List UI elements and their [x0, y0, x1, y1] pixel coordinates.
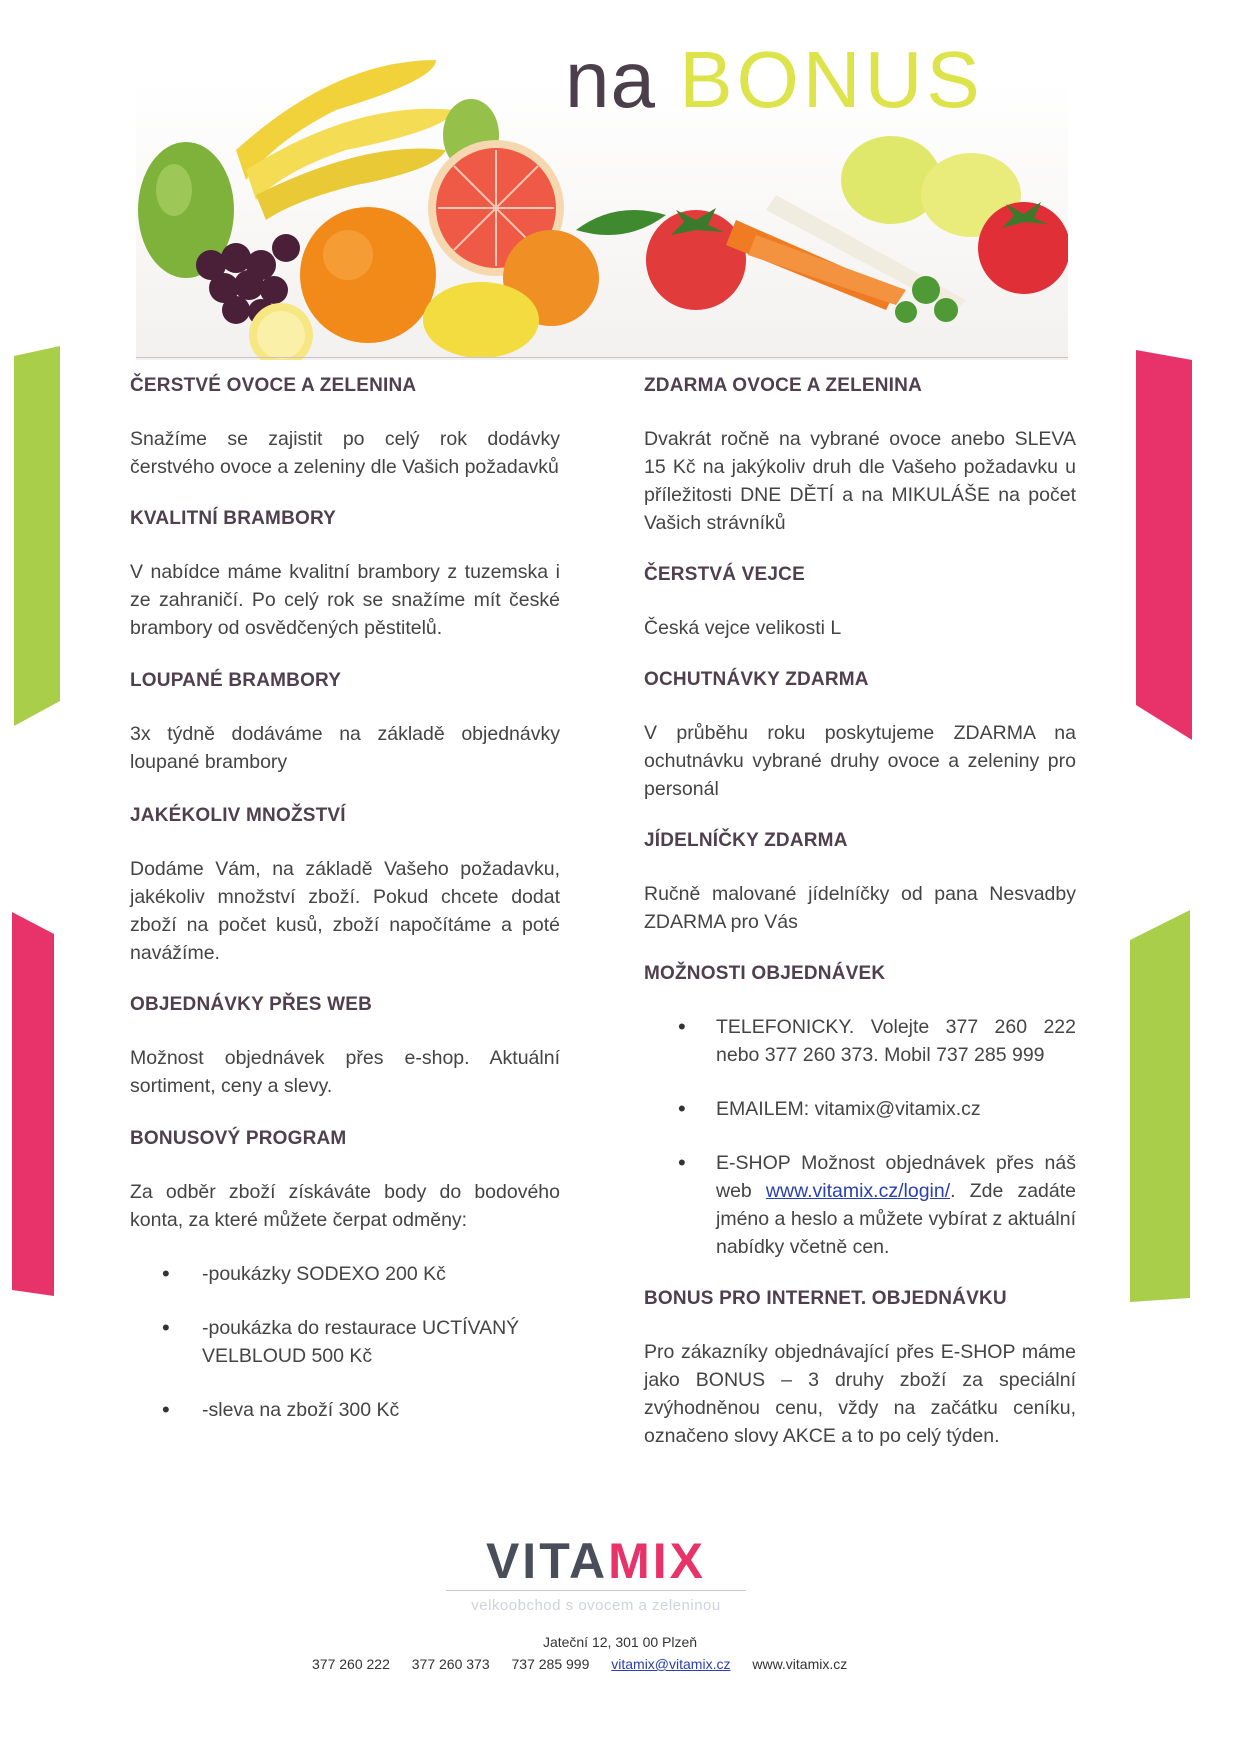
logo-tagline: velkoobchod s ovocem a zeleninou — [471, 1597, 721, 1614]
list-item: • -sleva na zboží 300 Kč — [130, 1396, 560, 1424]
section-title: ČERSTVÉ OVOCE A ZELENINA — [130, 375, 417, 396]
section-title: LOUPANÉ BRAMBORY — [130, 670, 342, 691]
vitamix-logo — [446, 1533, 746, 1614]
section-text: 3x týdně dodáváme na základě objednávky loupané brambory — [130, 723, 560, 773]
eshop-text: E-SHOP Možnost objednávek přes náš web — [716, 1152, 1076, 1202]
logo-divider — [446, 1590, 746, 1591]
list-item: • -poukázky SODEXO 200 Kč — [130, 1260, 560, 1288]
section-title: KVALITNÍ BRAMBORY — [130, 508, 337, 529]
logo-vita: VITA — [485, 1533, 609, 1589]
footer-web: www.vitamix.cz — [752, 1656, 848, 1672]
section-text: Za odběr zboží získáváte body do bodového konta, za které můžete čerpat odměny: — [130, 1181, 560, 1231]
order-options-list — [644, 1013, 1076, 1261]
section-text: Ručně malované jídelníčky od pana Nesvadby ZDARMA pro Vás — [644, 883, 1076, 933]
section-title: BONUS PRO INTERNET. OBJEDNÁVKU — [644, 1288, 1007, 1309]
section-text: Možnost objednávek přes e-shop. Aktuální sortiment, ceny a slevy. — [130, 1047, 560, 1097]
section-text: V průběhu roku poskytujeme ZDARMA na ochutnávku vybrané druhy ovoce a zeleniny pro personál — [644, 722, 1076, 800]
section-text: Dodáme Vám, na základě Vašeho požadavku, jakékoliv množství zboží. Pokud chcete dodat zboží na počet kusů, zboží napočítáme a poté navážíme. — [130, 858, 560, 964]
list-item-phone: • TELEFONICKY. Volejte 377 260 222 nebo 377 260 373. Mobil 737 285 999 — [644, 1013, 1076, 1069]
hero-title — [565, 35, 984, 124]
logo-mix: MIX — [608, 1533, 707, 1589]
section-title: OCHUTNÁVKY ZDARMA — [644, 669, 869, 690]
section-title: BONUSOVÝ PROGRAM — [130, 1128, 347, 1149]
section-text: Česká vejce velikosti L — [644, 617, 842, 639]
section-title: JAKÉKOLIV MNOŽSTVÍ — [130, 805, 346, 826]
hero-title-na: na — [565, 35, 656, 124]
footer-contacts — [312, 1656, 865, 1672]
left-column — [130, 372, 560, 1424]
pink-stripe-right-top — [1136, 350, 1192, 740]
pink-stripe-left-bottom — [12, 912, 54, 1296]
right-column — [644, 372, 1076, 1450]
green-stripe-right-bottom — [1130, 910, 1190, 1302]
section-title: MOŽNOSTI OBJEDNÁVEK — [644, 963, 886, 984]
hero-divider — [136, 357, 1068, 358]
section-text: V nabídce máme kvalitní brambory z tuzemska i ze zahraničí. Po celý rok se snažíme mít české brambory od osvědčených pěstitelů. — [130, 561, 560, 639]
eshop-login-link[interactable]: www.vitamix.cz/login/ — [765, 1180, 951, 1202]
footer-phone: 377 260 222 — [312, 1656, 390, 1672]
logo-wordmark — [446, 1533, 746, 1589]
section-title: OBJEDNÁVKY PŘES WEB — [130, 994, 373, 1015]
section-text: Pro zákazníky objednávající přes E-SHOP máme jako BONUS – 3 druhy zboží za speciální zvýhodněnou cenu, vždy na začátku ceníku, označeno slovy AKCE a to po celý týden. — [644, 1341, 1076, 1447]
footer-phone: 377 260 373 — [411, 1656, 490, 1672]
eshop-text-post: . Zde zadáte jméno a heslo a můžete vybírat z aktuální nabídky včetně cen. — [716, 1180, 1076, 1258]
footer-address: Jateční 12, 301 00 Plzeň — [542, 1634, 698, 1650]
rewards-list — [130, 1260, 560, 1424]
hero-title-bonus: BONUS — [679, 35, 984, 124]
section-text: Dvakrát ročně na vybrané ovoce anebo SLEVA 15 Kč na jakýkoliv druh dle Vašeho požadavku u příležitosti DNE DĚTÍ a na MIKULÁŠE na počet Vašich strávníků — [644, 428, 1076, 534]
green-stripe-left-top — [14, 346, 60, 726]
list-item-eshop — [644, 1149, 1076, 1261]
list-item: • -poukázka do restaurace UCTÍVANÝ VELBLOUD 500 Kč — [130, 1314, 560, 1370]
list-item-email: • EMAILEM: vitamix@vitamix.cz — [644, 1095, 1076, 1123]
footer-mobile: 737 285 999 — [511, 1656, 590, 1672]
section-title: JÍDELNÍČKY ZDARMA — [644, 830, 848, 851]
footer-email-link[interactable]: vitamix@vitamix.cz — [611, 1656, 731, 1672]
section-title: ČERSTVÁ VEJCE — [644, 564, 805, 585]
section-title: ZDARMA OVOCE A ZELENINA — [644, 375, 922, 396]
section-text: Snažíme se zajistit po celý rok dodávky čerstvého ovoce a zeleniny dle Vašich požadavků — [130, 428, 560, 478]
